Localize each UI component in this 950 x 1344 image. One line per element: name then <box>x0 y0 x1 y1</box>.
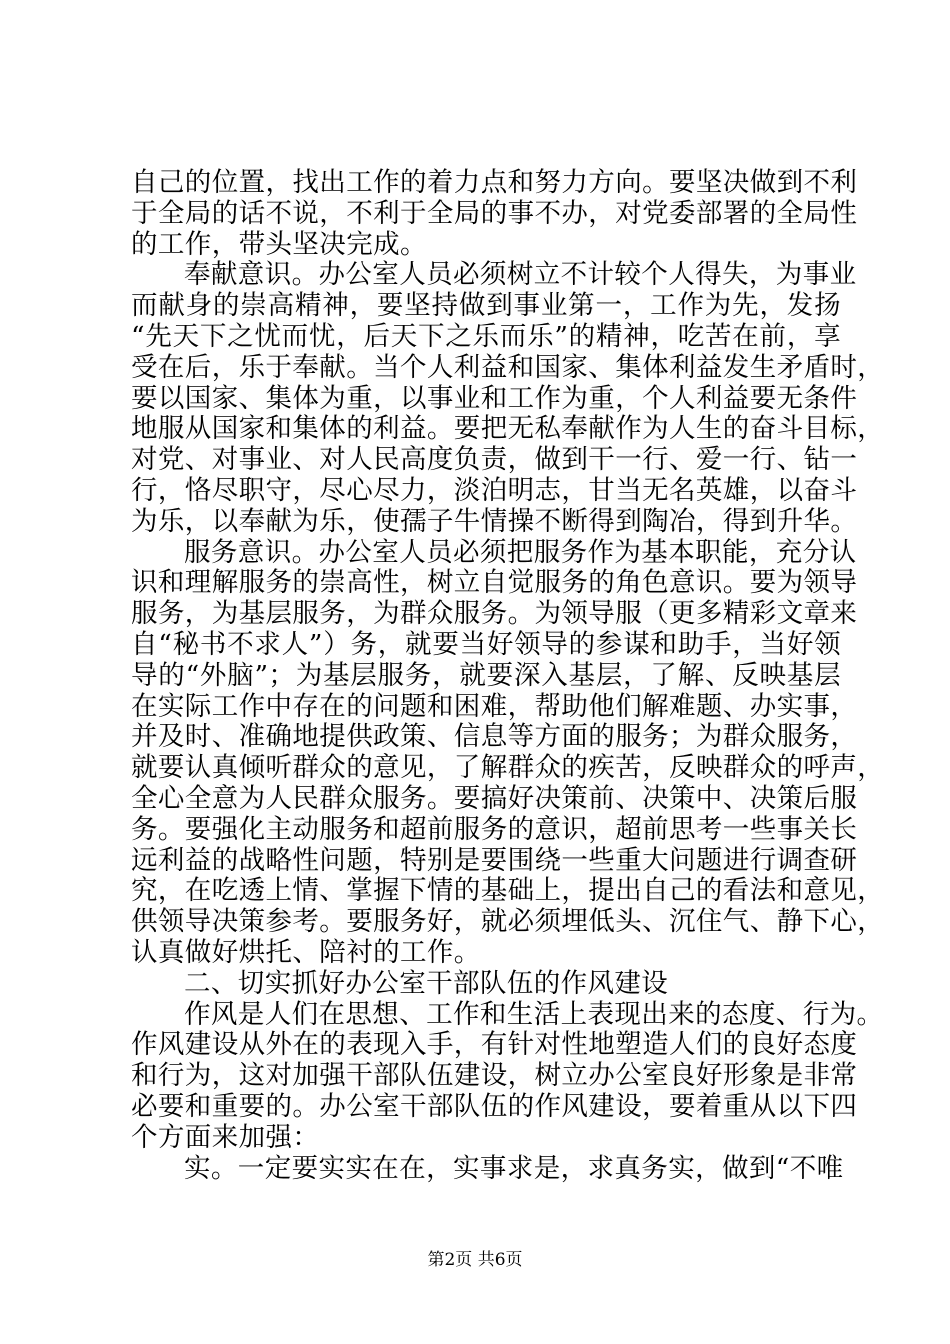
text-line: 个方面来加强： <box>131 1121 320 1153</box>
text-line: 远利益的战略性问题，特别是要围绕一些重大问题进行调查研 <box>131 844 858 876</box>
text-line: 服务意识。办公室人员必须把服务作为基本职能，充分认 <box>184 536 857 568</box>
text-line: 作风是人们在思想、工作和生活上表现出来的态度、行为。 <box>184 998 884 1030</box>
document-body <box>131 167 885 1184</box>
text-line: 就要认真倾听群众的意见，了解群众的疾苦，反映群众的呼声， <box>131 752 885 784</box>
text-line: 供领导决策参考。要服务好，就必须埋低头、沉住气、静下心， <box>131 906 885 938</box>
text-line: 奉献意识。办公室人员必须树立不计较个人得失，为事业 <box>184 259 857 291</box>
page-number-footer: 第2页 共6页 <box>427 1250 523 1270</box>
text-line: 实。一定要实实在在，实事求是，求真务实，做到“不唯 <box>184 1152 844 1184</box>
text-line: 自“秘书不求人”）务，就要当好领导的参谋和助手，当好领 <box>131 628 841 660</box>
text-line: 在实际工作中存在的问题和困难，帮助他们解难题、办实事， <box>131 690 858 722</box>
text-line: 自己的位置，找出工作的着力点和努力方向。要坚决做到不利 <box>131 167 858 198</box>
text-line: 并及时、准确地提供政策、信息等方面的服务；为群众服务， <box>131 721 858 753</box>
text-line: 要以国家、集体为重，以事业和工作为重，个人利益要无条件 <box>131 382 858 414</box>
text-line: 而献身的崇高精神，要坚持做到事业第一，工作为先，发扬 <box>131 290 841 322</box>
text-line: 受在后，乐于奉献。当个人利益和国家、集体利益发生矛盾时， <box>131 351 885 383</box>
text-line: 服务，为基层服务，为群众服务。为领导服（更多精彩文章来 <box>131 598 858 630</box>
text-line: “先天下之忧而忧，后天下之乐而乐”的精神，吃苦在前，享 <box>131 320 841 352</box>
text-line: 行，恪尽职守，尽心尽力，淡泊明志，甘当无名英雄，以奋斗 <box>131 474 858 506</box>
text-line: 的工作，带头坚决完成。 <box>131 228 427 260</box>
text-line: 识和理解服务的崇高性，树立自觉服务的角色意识。要为领导 <box>131 567 858 599</box>
section-heading: 二、切实抓好办公室干部队伍的作风建设 <box>184 967 669 999</box>
text-line: 作风建设从外在的表现入手，有针对性地塑造人们的良好态度 <box>131 1029 858 1061</box>
text-line: 和行为，这对加强干部队伍建设，树立办公室良好形象是非常 <box>131 1060 858 1092</box>
text-line: 地服从国家和集体的利益。要把无私奉献作为人生的奋斗目标， <box>131 413 885 445</box>
text-line: 于全局的话不说，不利于全局的事不办，对党委部署的全局性 <box>131 197 858 229</box>
text-line: 对党、对事业、对人民高度负责，做到干一行、爱一行、钻一 <box>131 444 858 476</box>
text-line: 全心全意为人民群众服务。要搞好决策前、决策中、决策后服 <box>131 782 858 814</box>
text-line: 为乐，以奉献为乐，使孺子牛情操不断得到陶冶，得到升华。 <box>131 505 858 537</box>
text-line: 务。要强化主动服务和超前服务的意识，超前思考一些事关长 <box>131 813 858 845</box>
text-line: 认真做好烘托、陪衬的工作。 <box>131 936 481 968</box>
text-line: 究，在吃透上情、掌握下情的基础上，提出自己的看法和意见， <box>131 875 885 907</box>
text-line: 导的“外脑”；为基层服务，就要深入基层，了解、反映基层 <box>131 659 841 691</box>
text-line: 必要和重要的。办公室干部队伍的作风建设，要着重从以下四 <box>131 1090 858 1122</box>
